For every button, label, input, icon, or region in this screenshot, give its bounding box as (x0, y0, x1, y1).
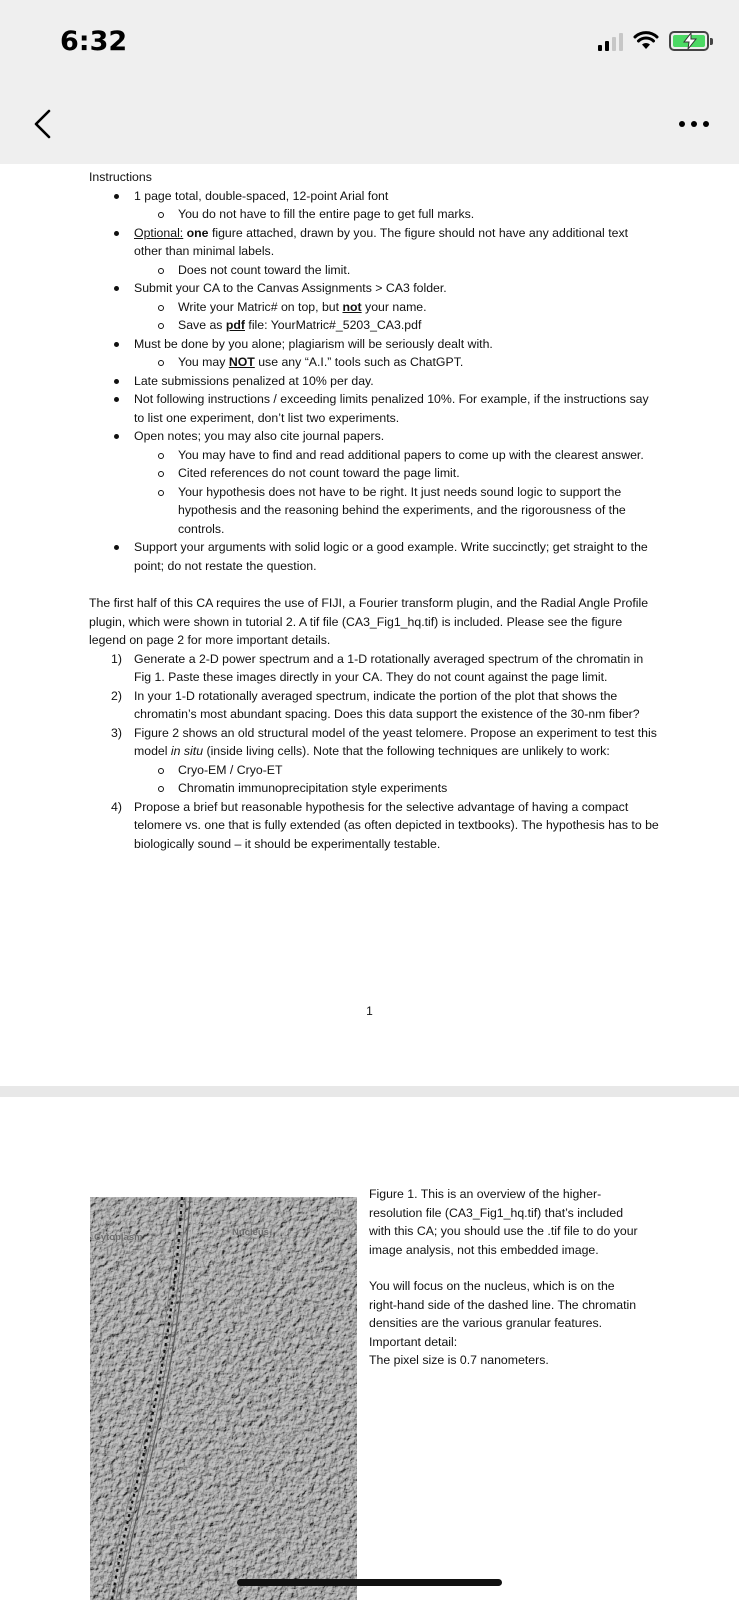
page-number: 1 (366, 1004, 373, 1018)
item-text: your name. (365, 299, 427, 314)
wifi-icon (633, 31, 659, 51)
question-text: (inside living cells). Note that the following techniques are unlikely to work: (206, 744, 610, 758)
item-text: Write your Matric# on top, but (178, 299, 340, 314)
item-text: use any “A.I.” tools such as ChatGPT. (258, 355, 464, 369)
legend-paragraph: Figure 1. This is an overview of the higher-resolution file (CA3_Fig1_hq.tif) that’s included with this CA; you should use the .tif file to do your image analysis, not this embedded image. (369, 1187, 638, 1257)
figure-legend (369, 1185, 644, 1370)
bold-text: pdf (225, 318, 245, 332)
list-item (89, 316, 659, 335)
question-number: 3) (111, 725, 122, 740)
instructions-list (89, 187, 659, 576)
question-number: 2) (111, 688, 122, 703)
question-text: Generate a 2-D power spectrum and a 1-D rotationally averaged spectrum of the chromatin in Fig 1. Paste these images directly in your CA. They do not count against the page limit. (134, 651, 644, 684)
status-icons (598, 31, 709, 51)
item-text: You may (178, 355, 226, 369)
list-item: Late submissions penalized at 10% per day. (89, 372, 659, 391)
list-item: Must be done by you alone; plagiarism will be seriously dealt with. (89, 335, 659, 354)
italic-text: in situ (170, 744, 204, 758)
list-item: Cited references do not count toward the page limit. (89, 464, 659, 483)
back-button[interactable] (22, 102, 62, 146)
battery-charging-icon (669, 31, 709, 51)
question-item (89, 724, 659, 761)
legend-paragraph: The pixel size is 0.7 nanometers. (369, 1353, 549, 1367)
list-item: Cryo-EM / Cryo-ET (89, 761, 659, 780)
micrograph-figure (90, 1197, 357, 1600)
item-text: file: YourMatric#_5203_CA3.pdf (248, 318, 422, 332)
cellular-signal-icon (598, 31, 623, 51)
legend-paragraph: You will focus on the nucleus, which is on the right-hand side of the dashed line. The chromatin densities are the various granular features. Important detail: (369, 1279, 637, 1349)
more-dot-icon (703, 121, 709, 127)
list-item: 1 page total, double-spaced, 12-point Arial font (89, 187, 659, 206)
list-item: You do not have to fill the entire page to get full marks. (89, 205, 659, 224)
bold-text: NOT (228, 355, 255, 369)
question-text: Propose a brief but reasonable hypothesis for the selective advantage of having a compact telomere vs. one that is fully extended (as often depicted in textbooks). The hypothesis has to be biologically sound – it should be experimentally testable. (134, 799, 659, 851)
cytoplasm-label: Cytoplasm (94, 1232, 143, 1243)
chevron-left-icon (33, 109, 51, 139)
list-item: Open notes; you may also cite journal papers. (89, 427, 659, 446)
bold-text: not (342, 299, 362, 314)
document-content (89, 168, 659, 853)
more-options-button[interactable] (669, 106, 719, 142)
question-item (89, 650, 659, 687)
question-number: 4) (111, 799, 122, 814)
list-item (89, 353, 659, 372)
document-page-2[interactable] (0, 1097, 739, 1600)
list-item: Support your arguments with solid logic or a good example. Write succinctly; get straight to the point; do not restate the question. (89, 538, 659, 575)
list-item: You may have to find and read additional papers to come up with the clearest answer. (89, 446, 659, 465)
questions-list (89, 650, 659, 854)
list-item: Does not count toward the limit. (89, 261, 659, 280)
optional-text: Optional: (134, 225, 184, 240)
question-text: In your 1-D rotationally averaged spectrum, indicate the portion of the plot that shows the chromatin’s most abundant spacing. Does this data support the existence of the 30-nm fiber? (134, 688, 640, 721)
question-item (89, 687, 659, 724)
list-item: Chromatin immunoprecipitation style experiments (89, 779, 659, 798)
status-time: 6:32 (60, 26, 128, 57)
nucleus-label: Nucleus (232, 1227, 269, 1238)
item-text: Save as (178, 318, 223, 332)
status-bar (0, 0, 739, 88)
list-item (89, 224, 659, 261)
home-indicator[interactable] (237, 1579, 502, 1586)
navigation-bar (0, 88, 739, 164)
item-text: figure attached, drawn by you. The figure should not have any additional text other than minimal labels. (134, 225, 629, 258)
question-text: Figure 2 shows an old structural model of the yeast telomere. Propose an experiment to test this model (134, 725, 657, 758)
more-dot-icon (691, 121, 697, 127)
list-item: Submit your CA to the Canvas Assignments > CA3 folder. (89, 279, 659, 298)
bold-text: one (186, 225, 209, 240)
question-number: 1) (111, 651, 122, 666)
more-dot-icon (679, 121, 685, 127)
question-item (89, 798, 659, 854)
list-item: Your hypothesis does not have to be right. It just needs sound logic to support the hypothesis and the reasoning behind the experiments, and the rigorousness of the controls. (89, 483, 659, 539)
list-item: Not following instructions / exceeding limits penalized 10%. For example, if the instructions say to list one experiment, don’t list two experiments. (89, 390, 659, 427)
micrograph-image (90, 1197, 357, 1600)
document-page-1[interactable] (0, 164, 739, 1086)
instructions-heading: Instructions (89, 170, 152, 184)
list-item (89, 298, 659, 317)
intro-paragraph: The first half of this CA requires the use of FIJI, a Fourier transform plugin, and the Radial Angle Profile plugin, which were shown in tutorial 2. A tif file (CA3_Fig1_hq.tif) is included. Please see the figure legend on page 2 for more important details. (89, 596, 649, 647)
